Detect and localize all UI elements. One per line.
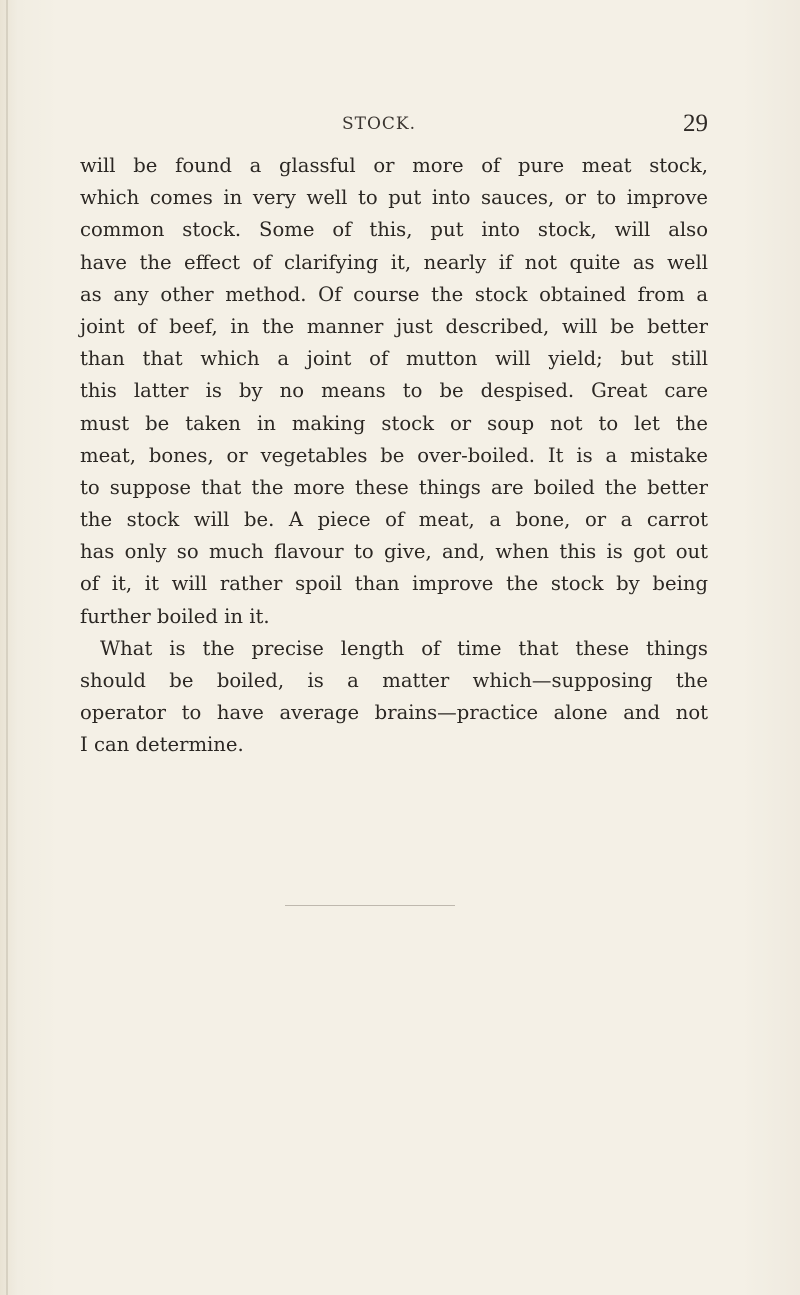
page-gutter-shadow: [6, 0, 8, 1295]
text-line: common stock. Some of this, put into stock, will also: [80, 218, 708, 242]
paragraph-2: [80, 633, 708, 762]
text-line: should be boiled, is a matter which—supposing the: [80, 669, 708, 692]
paragraph-1: [80, 150, 708, 633]
page-number: 29: [683, 110, 708, 137]
text-line: has only so much flavour to give, and, when this is got out: [80, 540, 708, 564]
text-line: I can determine.: [80, 733, 244, 757]
body-text: [80, 150, 708, 762]
section-end-rule: [285, 905, 455, 906]
page-header: [80, 110, 708, 144]
running-head: STOCK.: [342, 114, 417, 134]
text-line: operator to have average brains—practice alone and not: [80, 701, 708, 725]
text-line: joint of beef, in the manner just described, will be better: [80, 314, 708, 338]
text-line: will be found a glassful or more of pure meat stock,: [80, 154, 708, 177]
text-line: What is the precise length of time that these things: [100, 636, 708, 660]
text-line: meat, bones, or vegetables be over-boiled. It is a mistake: [80, 443, 708, 467]
text-line: this latter is by no means to be despised. Great care: [80, 379, 708, 403]
text-line: must be taken in making stock or soup not to let the: [80, 411, 708, 435]
text-line: the stock will be. A piece of meat, a bone, or a carrot: [80, 508, 708, 532]
text-line: which comes in very well to put into sauces, or to improve: [80, 186, 708, 210]
text-line: of it, it will rather spoil than improve the stock by being: [80, 572, 708, 596]
text-line: as any other method. Of course the stock obtained from a: [80, 282, 708, 306]
text-line: further boiled in it.: [80, 604, 270, 628]
text-line: than that which a joint of mutton will yield; but still: [80, 347, 708, 371]
text-line: have the effect of clarifying it, nearly if not quite as well: [80, 250, 708, 274]
text-line: to suppose that the more these things are boiled the better: [80, 475, 708, 499]
